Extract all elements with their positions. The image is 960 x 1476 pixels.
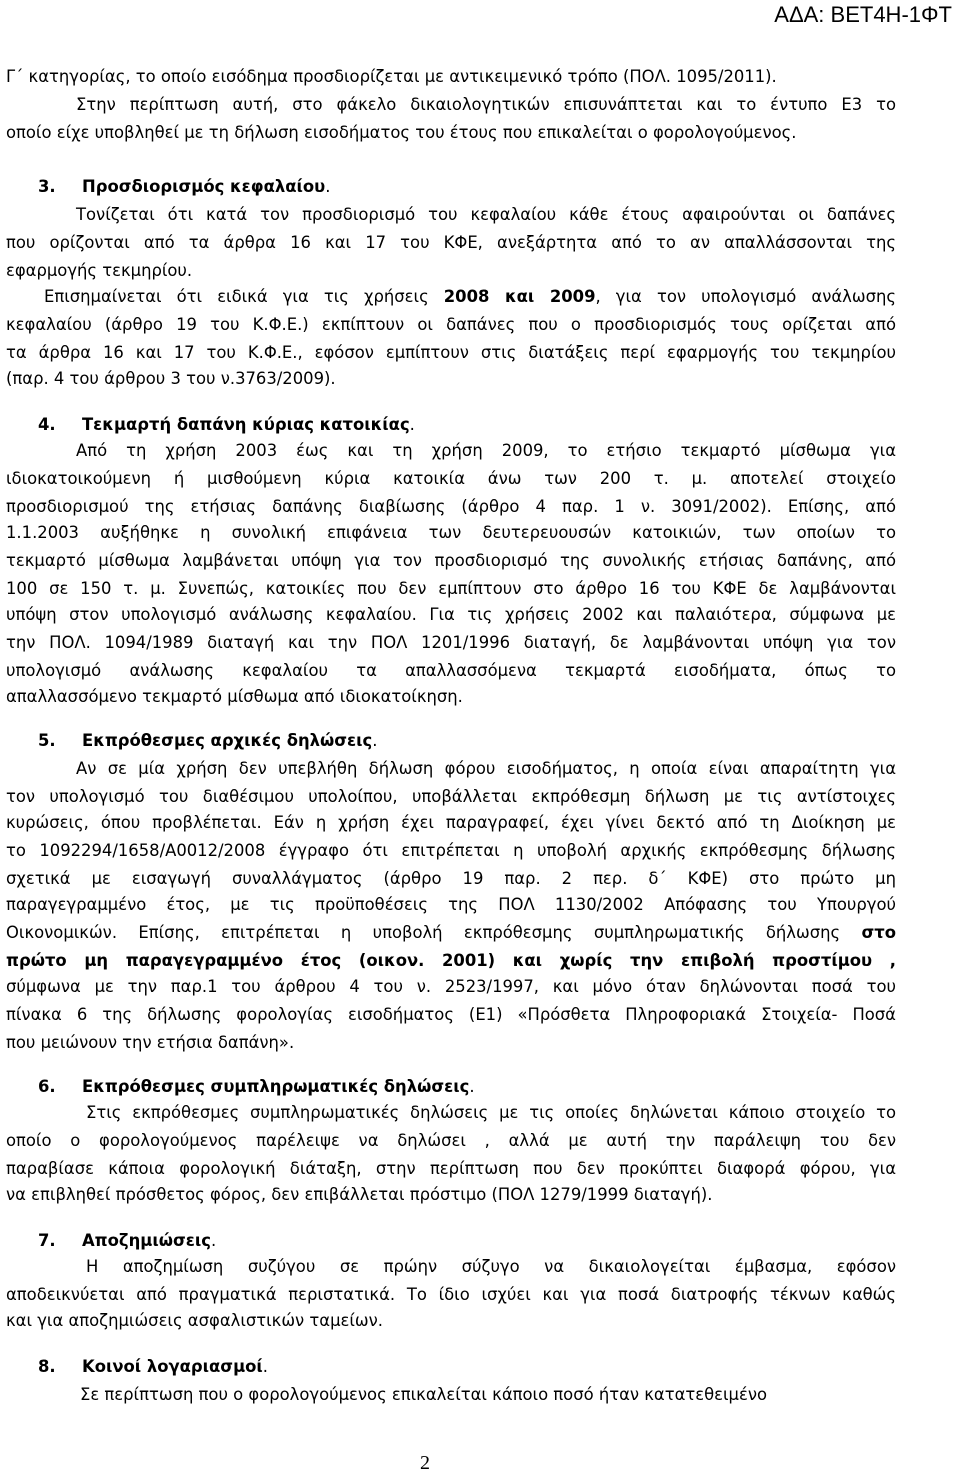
ada-code: ΑΔΑ: ΒΕΤ4Η-1ΦΤ (774, 2, 952, 27)
section-heading-5: 5. Εκπρόθεσμες αρχικές δηλώσεις. (38, 728, 896, 754)
text-line: σχετικά με εισαγωγή συναλλάγματος (άρθρο 19 παρ. 2 περ. δ΄ ΚΦΕ) στο πρώτο μη (6, 869, 896, 888)
text-line: κυρώσεις, όπου προβλέπεται. Εάν η χρήση έχει παραγραφεί, έχει γίνει δεκτό από τη Διοίκηση με (6, 813, 896, 832)
text-line: πίνακα 6 της δήλωσης φορολογίας εισοδήματος (Ε1) «Πρόσθετα Πληροφοριακά Στοιχεία- Ποσά (6, 1005, 896, 1024)
text-line: απαλλασσόμενο τεκμαρτό μίσθωμα από ιδιοκατοίκηση. (6, 687, 463, 706)
section-number: 8. (38, 1357, 56, 1376)
text-line: τα άρθρα 16 και 17 του Κ.Φ.Ε., εφόσον εμπίπτουν στις διατάξεις περί εφαρμογής του τεκμηρίου (6, 343, 896, 362)
section-title: Εκπρόθεσμες συμπληρωματικές δηλώσεις (82, 1077, 470, 1096)
section-number: 4. (38, 415, 56, 434)
section-title: Εκπρόθεσμες αρχικές δηλώσεις (82, 731, 373, 750)
text-line: Επισημαίνεται ότι ειδικά για τις χρήσεις 2008 και 2009, για τον υπολογισμό ανάλωσης (44, 287, 896, 306)
text-line: τον υπολογισμό του διαθέσιμου υπολοίπου, υποβάλλεται εκπρόθεσμη δήλωση με τις αντίστοιχες (6, 787, 896, 806)
text-line: Από τη χρήση 2003 έως και τη χρήση 2009, το ετήσιο τεκμαρτό μίσθωμα για (76, 441, 896, 460)
section-heading-4: 4. Τεκμαρτή δαπάνη κύριας κατοικίας. (38, 412, 896, 438)
text-line: Οικονομικών. Επίσης, επιτρέπεται η υποβολή εκπρόθεσμης συμπληρωματικής δήλωσης στο (6, 923, 896, 942)
text-line: ιδιοκατοικούμενη ή μισθούμενη κύρια κατοικία άνω των 200 τ. μ. αποτελεί στοιχείο (6, 469, 896, 488)
section-heading-8: 8. Κοινοί λογαριασμοί. (38, 1354, 896, 1380)
text-line: 100 σε 150 τ. μ. Συνεπώς, κατοικίες που δεν εμπίπτουν στο άρθρο 16 του ΚΦΕ δε λαμβάνονται (6, 579, 896, 598)
text-line: που μειώνουν την ετήσια δαπάνη». (6, 1033, 295, 1052)
section-number: 3. (38, 177, 56, 196)
section-number: 7. (38, 1231, 56, 1250)
section-title: Προσδιορισμός κεφαλαίου (82, 177, 326, 196)
section-title: Τεκμαρτή δαπάνη κύριας κατοικίας (82, 415, 410, 434)
text-line: Στις εκπρόθεσμες συμπληρωματικές δηλώσεις με τις οποίες δηλώνεται κάποιο στοιχείο το (86, 1103, 896, 1122)
text-line: αποδεικνύεται από πραγματικά περιστατικά. Το ίδιο ισχύει και για ποσά διατροφής τέκνων καθώς (6, 1285, 896, 1304)
text-line: προσδιορισμού της ετήσιας δαπάνης διαβίωσης (άρθρο 4 παρ. 1 ν. 3091/2002). Επίσης, από (6, 497, 896, 516)
text-line: (παρ. 4 του άρθρου 3 του ν.3763/2009). (6, 369, 336, 388)
section-heading-3: 3. Προσδιορισμός κεφαλαίου. (38, 174, 896, 200)
text-line: εφαρμογής τεκμηρίου. (6, 261, 193, 280)
text-line: Σε περίπτωση που ο φορολογούμενος επικαλείται κάποιο ποσό ήταν κατατεθειμένο (80, 1385, 768, 1404)
text-line: υπολογισμό ανάλωσης κεφαλαίου τα απαλλασσόμενα τεκμαρτά εισοδήματα, όπως το (6, 661, 896, 680)
section-heading-7: 7. Αποζημιώσεις. (38, 1228, 896, 1254)
text-line: κεφαλαίου (άρθρο 19 του Κ.Φ.Ε.) εκπίπτουν οι δαπάνες που ο προσδιορισμός τους ορίζεται από (6, 315, 896, 334)
text-line: οποίο ο φορολογούμενος παρέλειψε να δηλώσει , αλλά με αυτή την παράλειψη του δεν (6, 1131, 896, 1150)
text-line: παραβίασε κάποια φορολογική διάταξη, στην περίπτωση που δεν προκύπτει διαφορά φόρου, για (6, 1159, 896, 1178)
text-line: Η αποζημίωση συζύγου σε πρώην σύζυγο να δικαιολογείται έμβασμα, εφόσον (86, 1257, 896, 1276)
section-title: Κοινοί λογαριασμοί (82, 1357, 263, 1376)
section-heading-6: 6. Εκπρόθεσμες συμπληρωματικές δηλώσεις. (38, 1074, 896, 1100)
text-line: να επιβληθεί πρόσθετος φόρος, δεν επιβάλλεται πρόστιμο (ΠΟΛ 1279/1999 διαταγή). (6, 1185, 713, 1204)
text-line: και για αποζημιώσεις ασφαλιστικών ταμείων. (6, 1311, 384, 1330)
text-line: Τονίζεται ότι κατά τον προσδιορισμό του κεφαλαίου κάθε έτους αφαιρούνται οι δαπάνες (76, 205, 896, 224)
text-line: που ορίζονται από τα άρθρα 16 και 17 του ΚΦΕ, ανεξάρτητα από το αν απαλλάσσονται της (6, 233, 896, 252)
text-line: την ΠΟΛ. 1094/1989 διαταγή και την ΠΟΛ 1201/1996 διαταγή, δε λαμβάνονται υπόψη για τον (6, 633, 896, 652)
text-line: 1.1.2003 αυξήθηκε η συνολική επιφάνεια των δευτερευουσών κατοικιών, των οποίων το (6, 523, 896, 542)
text-line: υπόψη στον υπολογισμό ανάλωσης κεφαλαίου. Για τις χρήσεις 2002 και παλαιότερα, σύμφωνα με (6, 605, 896, 624)
section-number: 6. (38, 1077, 56, 1096)
section-number: 5. (38, 731, 56, 750)
text-line: οποίο είχε υποβληθεί με τη δήλωση εισοδήματος του έτους που επικαλείται ο φορολογούμενος. (6, 123, 797, 142)
text-line: πρώτο μη παραγεγραμμένο έτος (οικον. 2001) και χωρίς την επιβολή προστίμου , (6, 951, 896, 970)
text-line: Γ΄ κατηγορίας, το οποίο εισόδημα προσδιορίζεται με αντικειμενικό τρόπο (ΠΟΛ. 1095/2011). (6, 67, 777, 86)
text-line: Αν σε μία χρήση δεν υπεβλήθη δήλωση φόρου εισοδήματος, η οποία είναι απαραίτητη για (76, 759, 896, 778)
text-line: σύμφωνα με την παρ.1 του άρθρου 4 του ν. 2523/1997, και μόνο όταν δηλώνονται ποσά του (6, 977, 896, 996)
text-line: παραγεγραμμένο έτος, με τις προϋποθέσεις της ΠΟΛ 1130/2002 Απόφασης του Υπουργού (6, 895, 896, 914)
section-title: Αποζημιώσεις (82, 1231, 211, 1250)
page-number: 2 (420, 1452, 430, 1474)
text-line: το 1092294/1658/Α0012/2008 έγγραφο ότι επιτρέπεται η υποβολή αρχικής εκπρόθεσμης δήλωσης (6, 841, 896, 860)
text-line: Στην περίπτωση αυτή, στο φάκελο δικαιολογητικών επισυνάπτεται και το έντυπο Ε3 το (76, 95, 896, 114)
text-line: τεκμαρτό μίσθωμα λαμβάνεται υπόψη για τον προσδιορισμό της συνολικής ετήσιας δαπάνης, από (6, 551, 896, 570)
